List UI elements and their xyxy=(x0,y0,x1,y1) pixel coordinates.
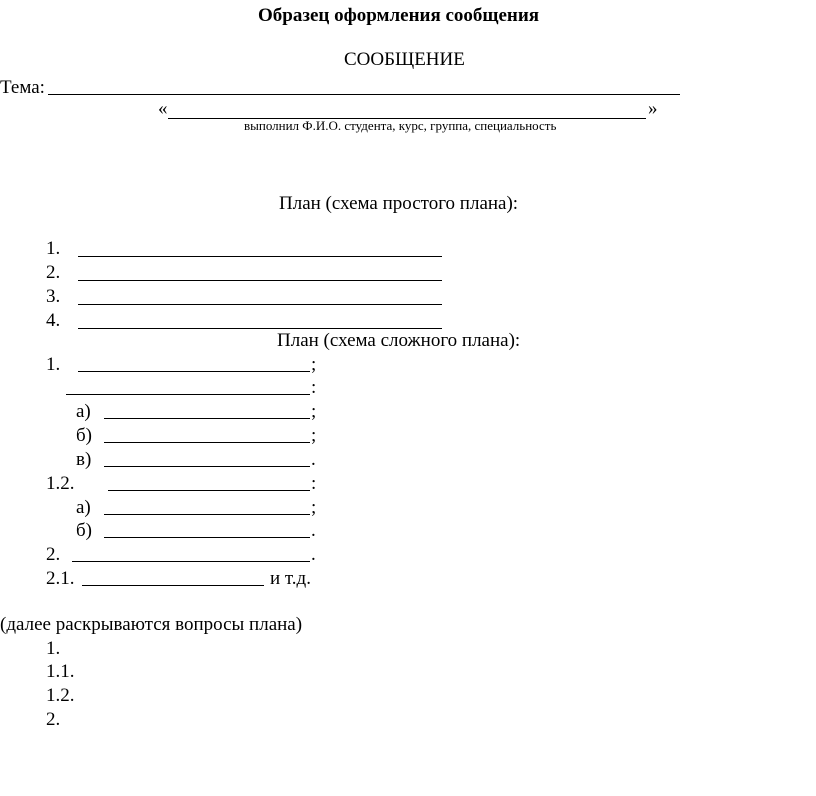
complex-plan-underline xyxy=(104,418,310,419)
complex-plan-letter: в) xyxy=(76,449,92,470)
question-number: 1. xyxy=(46,638,61,659)
simple-plan-number: 4. xyxy=(46,310,61,331)
complex-plan-punctuation: ; xyxy=(311,354,317,375)
question-number: 1.2. xyxy=(46,685,75,706)
message-heading: СООБЩЕНИЕ xyxy=(344,49,465,70)
questions-note: (далее раскрываются вопросы плана) xyxy=(0,614,303,635)
topic-label: Тема: xyxy=(0,77,45,98)
question-number: 2. xyxy=(46,709,61,730)
question-number: 1.1. xyxy=(46,661,75,682)
complex-plan-punctuation: . xyxy=(311,520,316,541)
complex-plan-title: План (схема сложного плана): xyxy=(277,330,521,351)
simple-plan-number: 3. xyxy=(46,286,61,307)
document-title: Образец оформления сообщения xyxy=(258,5,540,26)
simple-plan-underline xyxy=(78,304,442,305)
simple-plan-underline xyxy=(78,328,442,329)
complex-plan-number: 1. xyxy=(46,354,61,375)
complex-plan-punctuation: ; xyxy=(311,401,317,422)
complex-plan-letter: а) xyxy=(76,401,91,422)
simple-plan-number: 1. xyxy=(46,238,61,259)
complex-plan-number: 1.2. xyxy=(46,473,75,494)
complex-plan-punctuation: . xyxy=(311,449,316,470)
topic-underline xyxy=(48,94,680,95)
complex-plan-etc: и т.д. xyxy=(270,568,311,589)
complex-plan-number: 2.1. xyxy=(46,568,75,589)
complex-plan-letter: б) xyxy=(76,520,92,541)
simple-plan-number: 2. xyxy=(46,262,61,283)
complex-plan-underline xyxy=(78,371,310,372)
complex-plan-punctuation: ; xyxy=(311,497,317,518)
complex-plan-underline xyxy=(104,514,310,515)
complex-plan-underline xyxy=(104,537,310,538)
complex-plan-underline xyxy=(104,442,310,443)
complex-plan-underline xyxy=(108,490,310,491)
complex-plan-number: 2. xyxy=(46,544,61,565)
simple-plan-underline xyxy=(78,280,442,281)
complex-plan-letter: б) xyxy=(76,425,92,446)
complex-plan-punctuation: : xyxy=(311,473,317,494)
simple-plan-title: План (схема простого плана): xyxy=(279,193,519,214)
simple-plan-underline xyxy=(78,256,442,257)
complex-plan-underline xyxy=(66,394,310,395)
complex-plan-punctuation: ; xyxy=(311,425,317,446)
quote-open: « xyxy=(158,98,168,119)
complex-plan-punctuation: : xyxy=(311,377,317,398)
complex-plan-punctuation: . xyxy=(311,544,316,565)
quote-close: » xyxy=(648,98,658,119)
complex-plan-underline xyxy=(104,466,310,467)
complex-plan-letter: а) xyxy=(76,497,91,518)
complex-plan-underline xyxy=(82,585,264,586)
complex-plan-underline xyxy=(72,561,310,562)
author-caption: выполнил Ф.И.О. студента, курс, группа, специальность xyxy=(244,118,557,133)
